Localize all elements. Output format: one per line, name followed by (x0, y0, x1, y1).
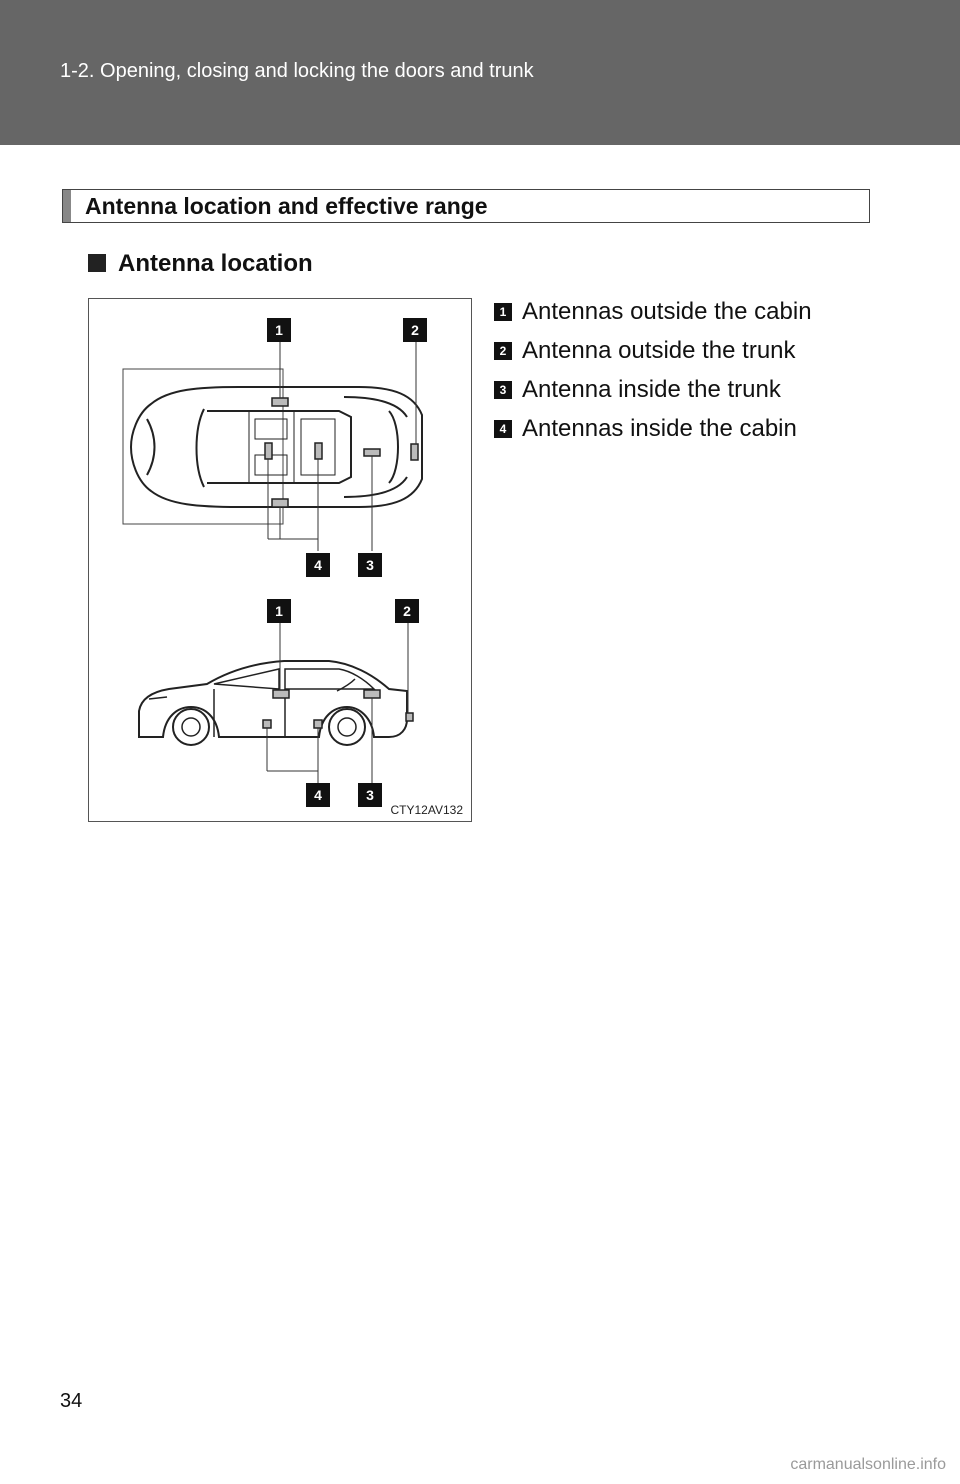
number-badge-icon: 1 (494, 303, 512, 321)
callout-1-side: 1 (275, 603, 283, 619)
section-heading (62, 189, 870, 223)
legend-item (494, 331, 934, 370)
page-number: 34 (60, 1390, 83, 1412)
legend-text: Antennas outside the cabin (522, 297, 812, 325)
top-view-leader-lines (268, 339, 416, 551)
header-section-title: 1-2. Opening, closing and locking the doors and trunk (60, 60, 534, 82)
number-badge-icon: 2 (494, 342, 512, 360)
callout-2-side: 2 (403, 603, 411, 619)
number-badge-icon: 4 (494, 420, 512, 438)
callout-1-top: 1 (275, 322, 283, 338)
legend-item (494, 292, 934, 331)
page-header (0, 0, 960, 145)
car-side-view-icon (139, 661, 407, 745)
side-view-callouts (267, 599, 419, 807)
watermark: carmanualsonline.info (790, 1456, 946, 1473)
legend-item (494, 409, 934, 448)
subsection-heading (88, 250, 313, 278)
legend-text: Antenna inside the trunk (522, 375, 781, 403)
subsection-title: Antenna location (118, 250, 313, 277)
section-title: Antenna location and effective range (85, 193, 488, 219)
legend-text: Antenna outside the trunk (522, 336, 796, 364)
car-diagram (89, 299, 473, 823)
square-bullet-icon (88, 254, 106, 272)
top-view-callouts (267, 318, 427, 577)
top-view-antennas (265, 398, 418, 507)
legend-item (494, 370, 934, 409)
callout-4-top: 4 (314, 557, 322, 573)
callout-3-side: 3 (366, 787, 374, 803)
antenna-location-figure (88, 298, 472, 822)
figure-code: CTY12AV132 (390, 803, 463, 817)
section-heading-accent (63, 190, 71, 222)
legend-text: Antennas inside the cabin (522, 414, 797, 442)
antenna-legend (494, 292, 934, 448)
callout-4-side: 4 (314, 787, 322, 803)
side-view-leader-lines (267, 621, 408, 783)
number-badge-icon: 3 (494, 381, 512, 399)
callout-3-top: 3 (366, 557, 374, 573)
callout-2-top: 2 (411, 322, 419, 338)
top-view-frame (123, 369, 283, 524)
